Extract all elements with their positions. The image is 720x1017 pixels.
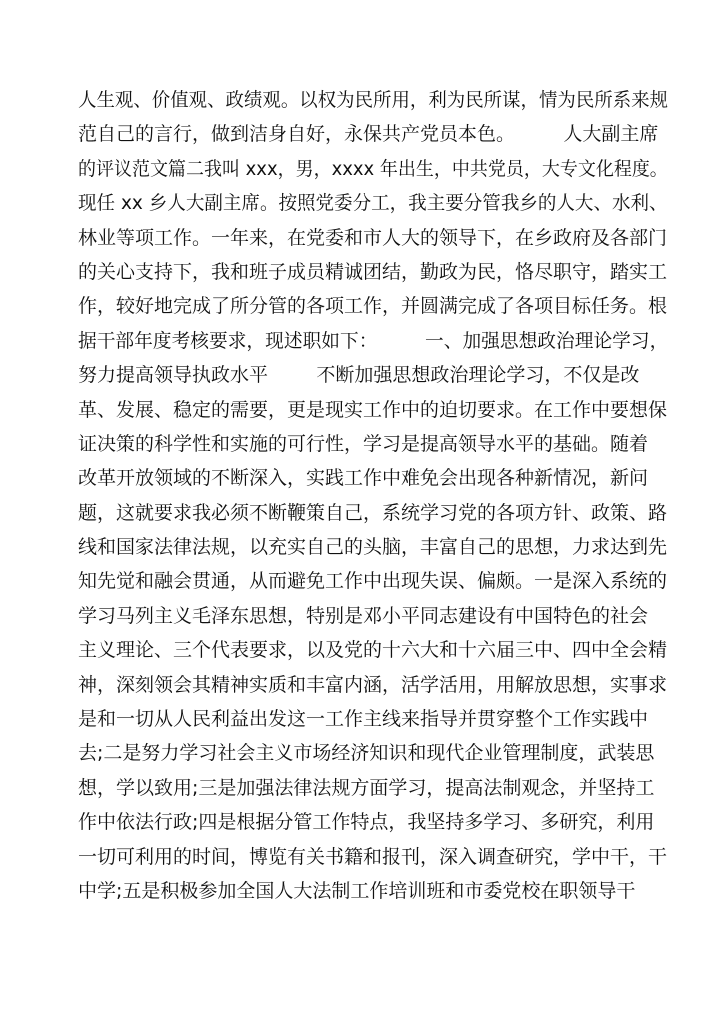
text-line: 据干部年度考核要求，现述职如下： 一、加强思想政治理论学习， (78, 329, 669, 352)
text-line: 的关心支持下，我和班子成员精诚团结，勤政为民，恪尽职守，踏实工 (78, 260, 668, 283)
text-line: 神，深刻领会其精神实质和丰富内涵，活学活用，用解放思想，实事求 (78, 673, 668, 696)
text-line: 想，学以致用;三是加强法律法规方面学习，提高法制观念，并坚持工 (78, 776, 655, 799)
text-line: 去;二是努力学习社会主义市场经济知识和现代企业管理制度，武装思 (78, 742, 655, 765)
text-line: 一切可利用的时间，博览有关书籍和报刊，深入调查研究，学中干，干 (78, 845, 668, 868)
text-line: 林业等项工作。一年来，在党委和市人大的领导下，在乡政府及各部门 (78, 226, 668, 249)
text-line: 证决策的科学性和实施的可行性，学习是提高领导水平的基础。随着 (78, 432, 649, 455)
text-line: 范自己的言行，做到洁身自好，永保共产党员本色。 人大副主席 (78, 123, 659, 146)
text-line: 作，较好地完成了所分管的各项工作，并圆满完成了各项目标任务。根 (78, 295, 668, 318)
text-line: 是和一切从人民利益出发这一工作主线来指导并贯穿整个工作实践中 (78, 708, 649, 731)
text-line: 主义理论、三个代表要求，以及党的十六大和十六届三中、四中全会精 (78, 639, 668, 662)
text-line: 努力提高领导执政水平 不断加强思想政治理论学习，不仅是改 (78, 364, 640, 387)
text-line: 学习马列主义毛泽东思想，特别是邓小平同志建设有中国特色的社会 (78, 604, 649, 627)
text-line: 革、发展、稳定的需要，更是现实工作中的迫切要求。在工作中要想保 (78, 398, 668, 421)
text-line: 题，这就要求我必须不断鞭策自己，系统学习党的各项方针、政策、路 (78, 501, 668, 524)
text-line: 作中依法行政;四是根据分管工作特点，我坚持多学习、多研究，利用 (78, 811, 655, 834)
text-line: 的评议范文篇二我叫 xxx，男，xxxx 年出生，中共党员，大专文化程度。 (78, 157, 668, 180)
text-line: 改革开放领域的不断深入，实践工作中难免会出现各种新情况，新问 (78, 467, 649, 490)
text-line: 中学;五是积极参加全国人大法制工作培训班和市委党校在职领导干 (78, 879, 636, 902)
text-line: 现任 xx 乡人大副主席。按照党委分工，我主要分管我乡的人大、水利、 (78, 192, 668, 215)
text-line: 知先觉和融会贯通，从而避免工作中出现失误、偏颇。一是深入系统的 (78, 570, 668, 593)
text-line: 线和国家法律法规，以充实自己的头脑，丰富自己的思想，力求达到先 (78, 536, 668, 559)
document-body (78, 83, 668, 908)
text-line: 人生观、价值观、政绩观。以权为民所用，利为民所谋，情为民所系来规 (78, 89, 669, 111)
